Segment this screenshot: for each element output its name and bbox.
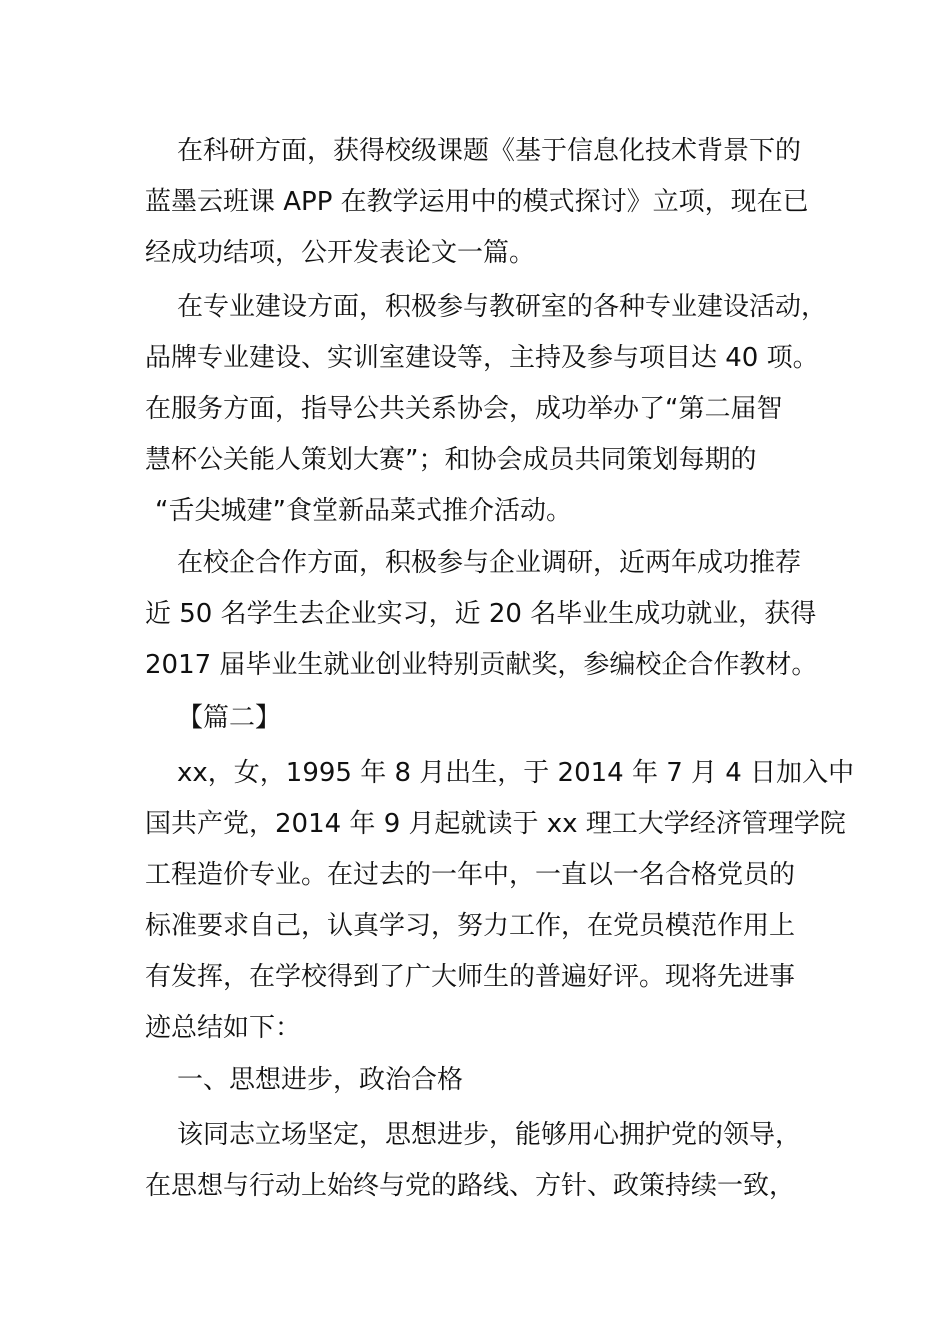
paragraph-specialty-line: 慧杯公关能人策划大赛”；和协会成员共同策划每期的 [145, 445, 757, 475]
paragraph-biography-line: 国共产党，2014 年 9 月起就读于 xx 理工大学经济管理学院 [145, 809, 846, 839]
paragraph-research-line: 蓝墨云班课 APP 在教学运用中的模式探讨》立项，现在已 [145, 187, 809, 217]
paragraph-specialty-line: “舌尖城建”食堂新品菜式推介活动。 [155, 496, 572, 526]
paragraph-biography-line: xx，女，1995 年 8 月出生，于 2014 年 7 月 4 日加入中 [177, 758, 855, 788]
paragraph-biography-line: 迹总结如下： [145, 1013, 302, 1043]
section-heading: 【篇二】 [177, 703, 282, 733]
paragraph-biography-line: 工程造价专业。在过去的一年中，一直以一名合格党员的 [145, 860, 796, 890]
paragraph-research-line: 在科研方面，获得校级课题《基于信息化技术背景下的 [177, 136, 802, 166]
paragraph-specialty-line: 在服务方面，指导公共关系协会，成功举办了“第二届智 [145, 394, 783, 424]
paragraph-biography-line: 标准要求自己，认真学习，努力工作，在党员模范作用上 [145, 911, 796, 941]
paragraph-political-line: 该同志立场坚定，思想进步，能够用心拥护党的领导， [177, 1120, 802, 1150]
paragraph-cooperation-line: 2017 届毕业生就业创业特别贡献奖，参编校企合作教材。 [145, 650, 818, 680]
paragraph-cooperation-line: 近 50 名学生去企业实习，近 20 名毕业生成功就业，获得 [145, 599, 817, 629]
paragraph-research-line: 经成功结项，公开发表论文一篇。 [145, 238, 536, 268]
paragraph-cooperation-line: 在校企合作方面，积极参与企业调研，近两年成功推荐 [177, 548, 802, 578]
paragraph-political-line: 在思想与行动上始终与党的路线、方针、政策持续一致， [145, 1171, 796, 1201]
paragraph-specialty-line: 在专业建设方面，积极参与教研室的各种专业建设活动， [177, 292, 828, 322]
paragraph-biography-line: 有发挥，在学校得到了广大师生的普遍好评。现将先进事 [145, 962, 796, 992]
paragraph-specialty-line: 品牌专业建设、实训室建设等，主持及参与项目达 40 项。 [145, 343, 819, 373]
subheading: 一、思想进步，政治合格 [177, 1065, 464, 1095]
